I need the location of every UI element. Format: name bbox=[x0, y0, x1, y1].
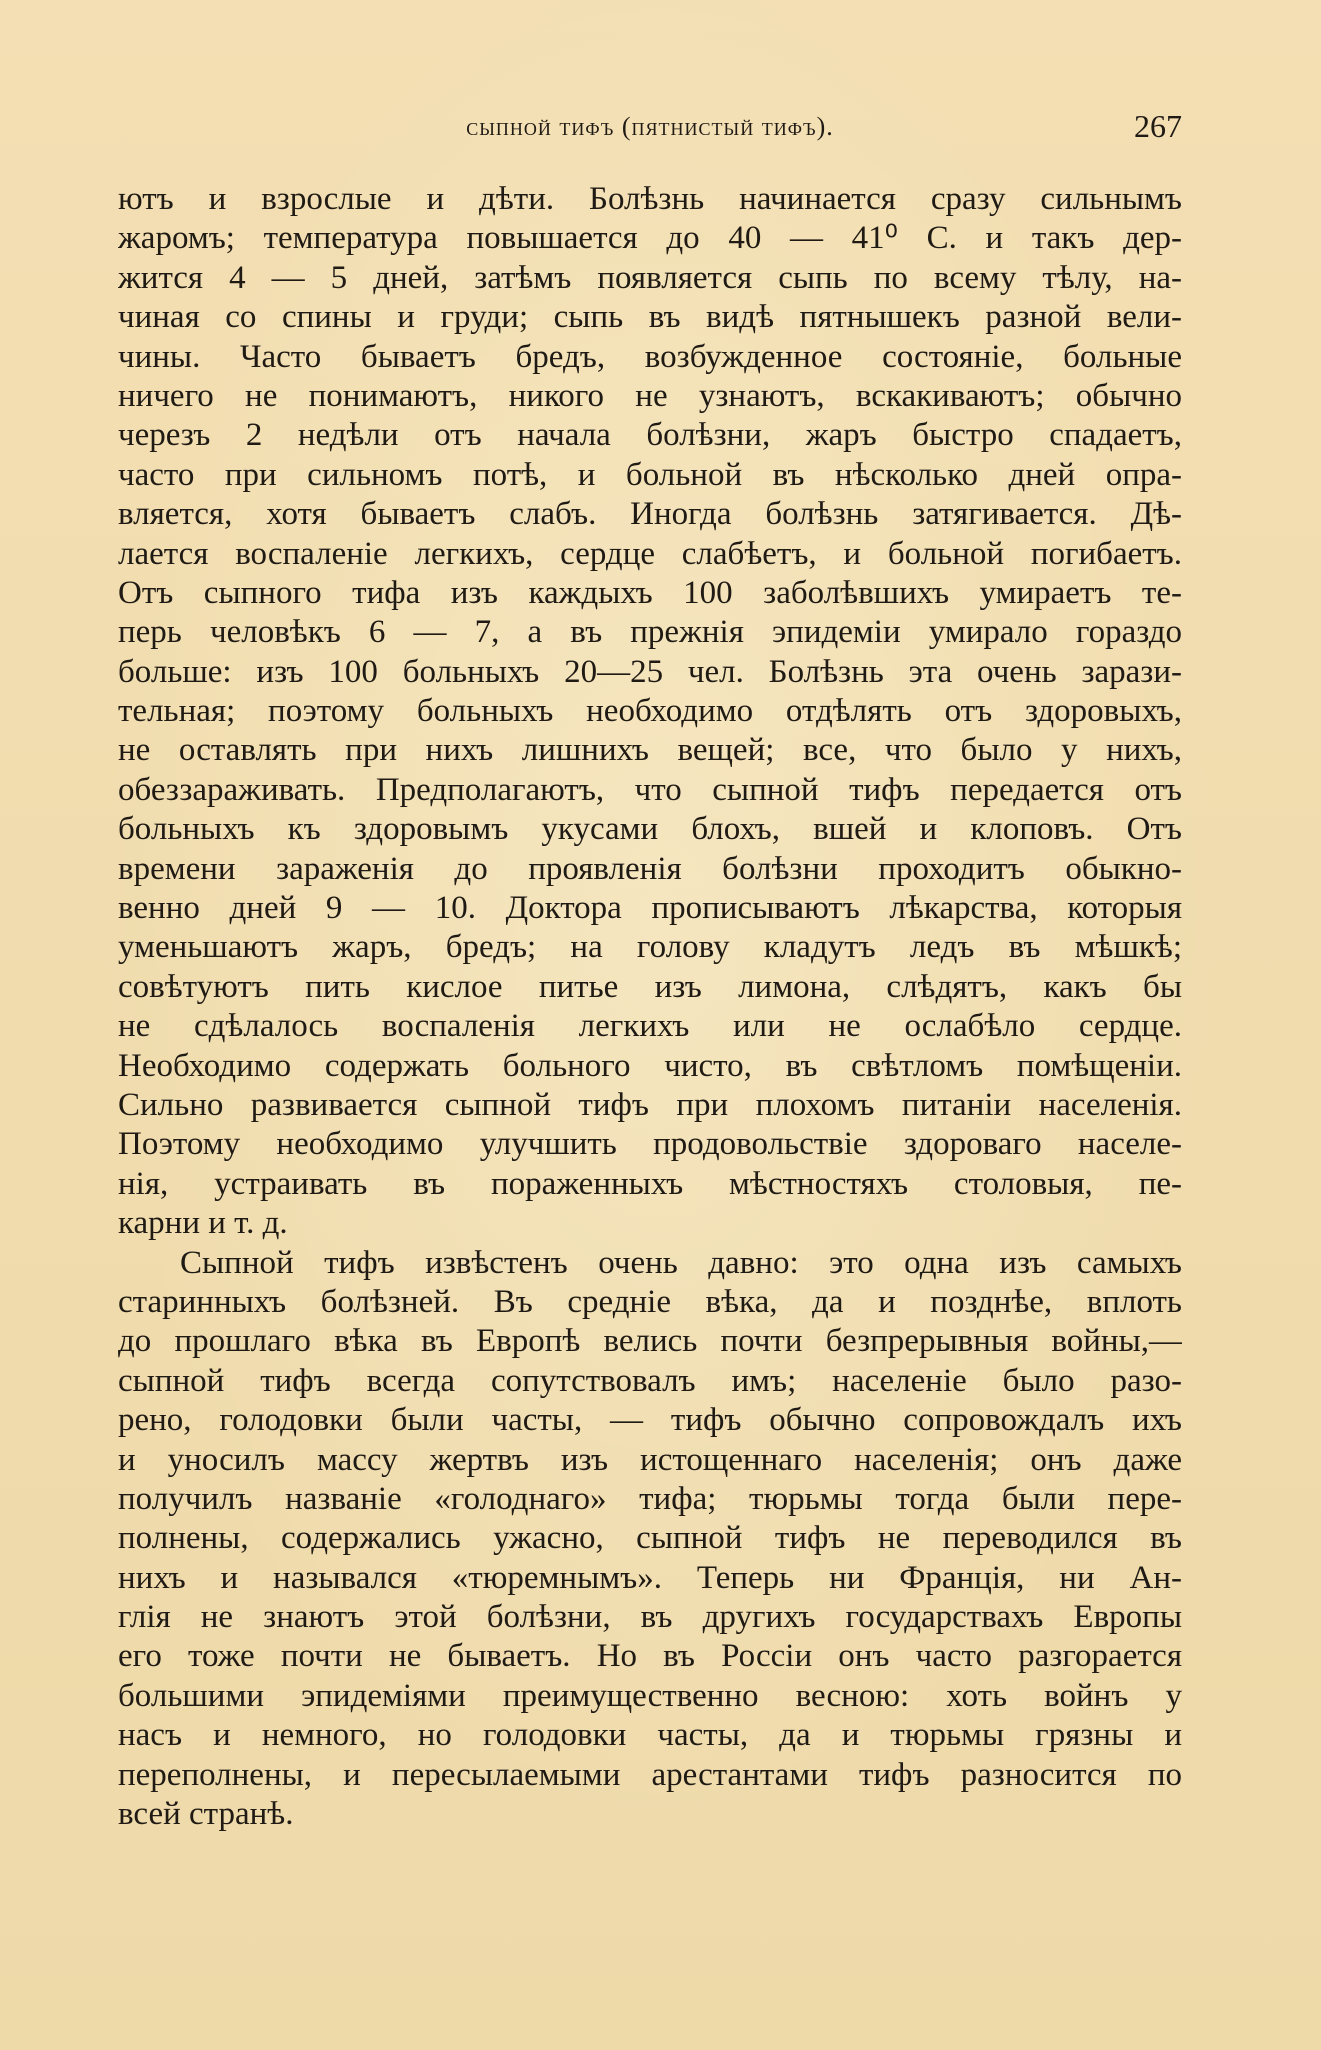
text-line: полнены, содержались ужасно, сыпной тифъ не переводился въ bbox=[118, 1520, 1182, 1557]
text-line: большими эпидемiями преимущественно весною: хоть войнъ у bbox=[118, 1677, 1182, 1714]
text-line: сыпной тифъ всегда сопутствовалъ имъ; населенiе было разо- bbox=[118, 1362, 1182, 1399]
text-line: получилъ названiе «голоднаго» тифа; тюрьмы тогда были пере- bbox=[118, 1480, 1182, 1517]
running-head bbox=[118, 108, 1182, 148]
text-line: больныхъ къ здоровымъ укусами блохъ, вшей и клоповъ. Отъ bbox=[118, 811, 1182, 848]
running-title: сыпной тифъ (пятнистый тифъ). bbox=[466, 112, 834, 141]
text-line: не оставлять при нихъ лишнихъ вещей; все, что было у нихъ, bbox=[118, 732, 1182, 769]
text-line: старинныхъ болѣзней. Въ среднiе вѣка, да и позднѣе, вплоть bbox=[118, 1283, 1182, 1320]
text-line: нiя, устраивать въ пораженныхъ мѣстностяхъ столовыя, пе- bbox=[118, 1165, 1182, 1202]
text-line: лается воспаленiе легкихъ, сердце слабѣетъ, и больной погибаетъ. bbox=[118, 535, 1182, 572]
text-line: уменьшаютъ жаръ, бредъ; на голову кладутъ ледъ въ мѣшкѣ; bbox=[118, 929, 1182, 966]
text-line: насъ и немного, но голодовки часты, да и тюрьмы грязны и bbox=[118, 1717, 1182, 1754]
text-line: переполнены, и пересылаемыми арестантами тифъ разносится по bbox=[118, 1756, 1182, 1793]
text-line: Отъ сыпного тифа изъ каждыхъ 100 заболѣвшихъ умираетъ те- bbox=[118, 574, 1182, 611]
paragraph-1 bbox=[118, 180, 1182, 1244]
text-line: перь человѣкъ 6 — 7, а въ прежнiя эпидемiи умирало гораздо bbox=[118, 614, 1182, 651]
text-line: ютъ и взрослые и дѣти. Болѣзнь начинается сразу сильнымъ bbox=[118, 181, 1182, 217]
text-line: чины. Часто бываетъ бредъ, возбужденное состоянiе, больные bbox=[118, 338, 1182, 375]
text-line: карни и т. д. bbox=[118, 1205, 288, 1242]
text-line: рено, голодовки были часты, — тифъ обычно сопровождалъ ихъ bbox=[118, 1402, 1182, 1439]
text-line: черезъ 2 недѣли отъ начала болѣзни, жаръ быстро спадаетъ, bbox=[118, 417, 1182, 454]
text-line: его тоже почти не бываетъ. Но въ Россiи онъ часто разгорается bbox=[118, 1638, 1182, 1675]
text-line: жаромъ; температура повышается до 40 — 41⁰ С. и такъ дер- bbox=[118, 220, 1182, 257]
text-line: жится 4 — 5 дней, затѣмъ появляется сыпь по всему тѣлу, на- bbox=[118, 259, 1182, 296]
text-line: всей странѣ. bbox=[118, 1796, 294, 1833]
page-number: 267 bbox=[1134, 108, 1182, 144]
text-line: Сильно развивается сыпной тифъ при плохомъ питанiи населенiя. bbox=[118, 1086, 1182, 1123]
text-line: Сыпной тифъ извѣстенъ очень давно: это одна изъ самыхъ bbox=[180, 1244, 1182, 1281]
text-line: ничего не понимаютъ, никого не узнаютъ, вскакиваютъ; обычно bbox=[118, 377, 1182, 414]
text-line: часто при сильномъ потѣ, и больной въ нѣсколько дней опра- bbox=[118, 456, 1182, 493]
text-line: и уносилъ массу жертвъ изъ истощеннаго населенiя; онъ даже bbox=[118, 1441, 1182, 1478]
text-line: чиная со спины и груди; сыпь въ видѣ пятнышекъ разной вели- bbox=[118, 299, 1182, 336]
text-line: Необходимо содержать больного чисто, въ свѣтломъ помѣщенiи. bbox=[118, 1047, 1182, 1084]
text-line: вляется, хотя бываетъ слабъ. Иногда болѣзнь затягивается. Дѣ- bbox=[118, 496, 1182, 533]
paragraph-2 bbox=[118, 1244, 1182, 1835]
text-line: не сдѣлалось воспаленiя легкихъ или не ослабѣло сердце. bbox=[118, 1008, 1182, 1045]
text-line: до прошлаго вѣка въ Европѣ велись почти безпрерывныя войны,— bbox=[118, 1323, 1182, 1360]
text-line: совѣтуютъ пить кислое питье изъ лимона, слѣдятъ, какъ бы bbox=[118, 968, 1182, 1005]
text-line: обеззараживать. Предполагаютъ, что сыпной тифъ передается отъ bbox=[118, 771, 1182, 808]
text-line: времени зараженiя до проявленiя болѣзни проходитъ обыкно- bbox=[118, 850, 1182, 887]
text-line: больше: изъ 100 больныхъ 20—25 чел. Болѣзнь эта очень зарази- bbox=[118, 653, 1182, 690]
text-line: Поэтому необходимо улучшить продовольствiе здороваго населе- bbox=[118, 1126, 1182, 1163]
text-line: нихъ и назывался «тюремнымъ». Теперь ни Францiя, ни Ан- bbox=[118, 1559, 1182, 1596]
text-line: глiя не знаютъ этой болѣзни, въ другихъ государствахъ Европы bbox=[118, 1599, 1182, 1636]
body-text bbox=[118, 180, 1182, 1834]
text-line: венно дней 9 — 10. Доктора прописываютъ лѣкарства, которыя bbox=[118, 890, 1182, 927]
text-line: тельная; поэтому больныхъ необходимо отдѣлять отъ здоровыхъ, bbox=[118, 693, 1182, 730]
